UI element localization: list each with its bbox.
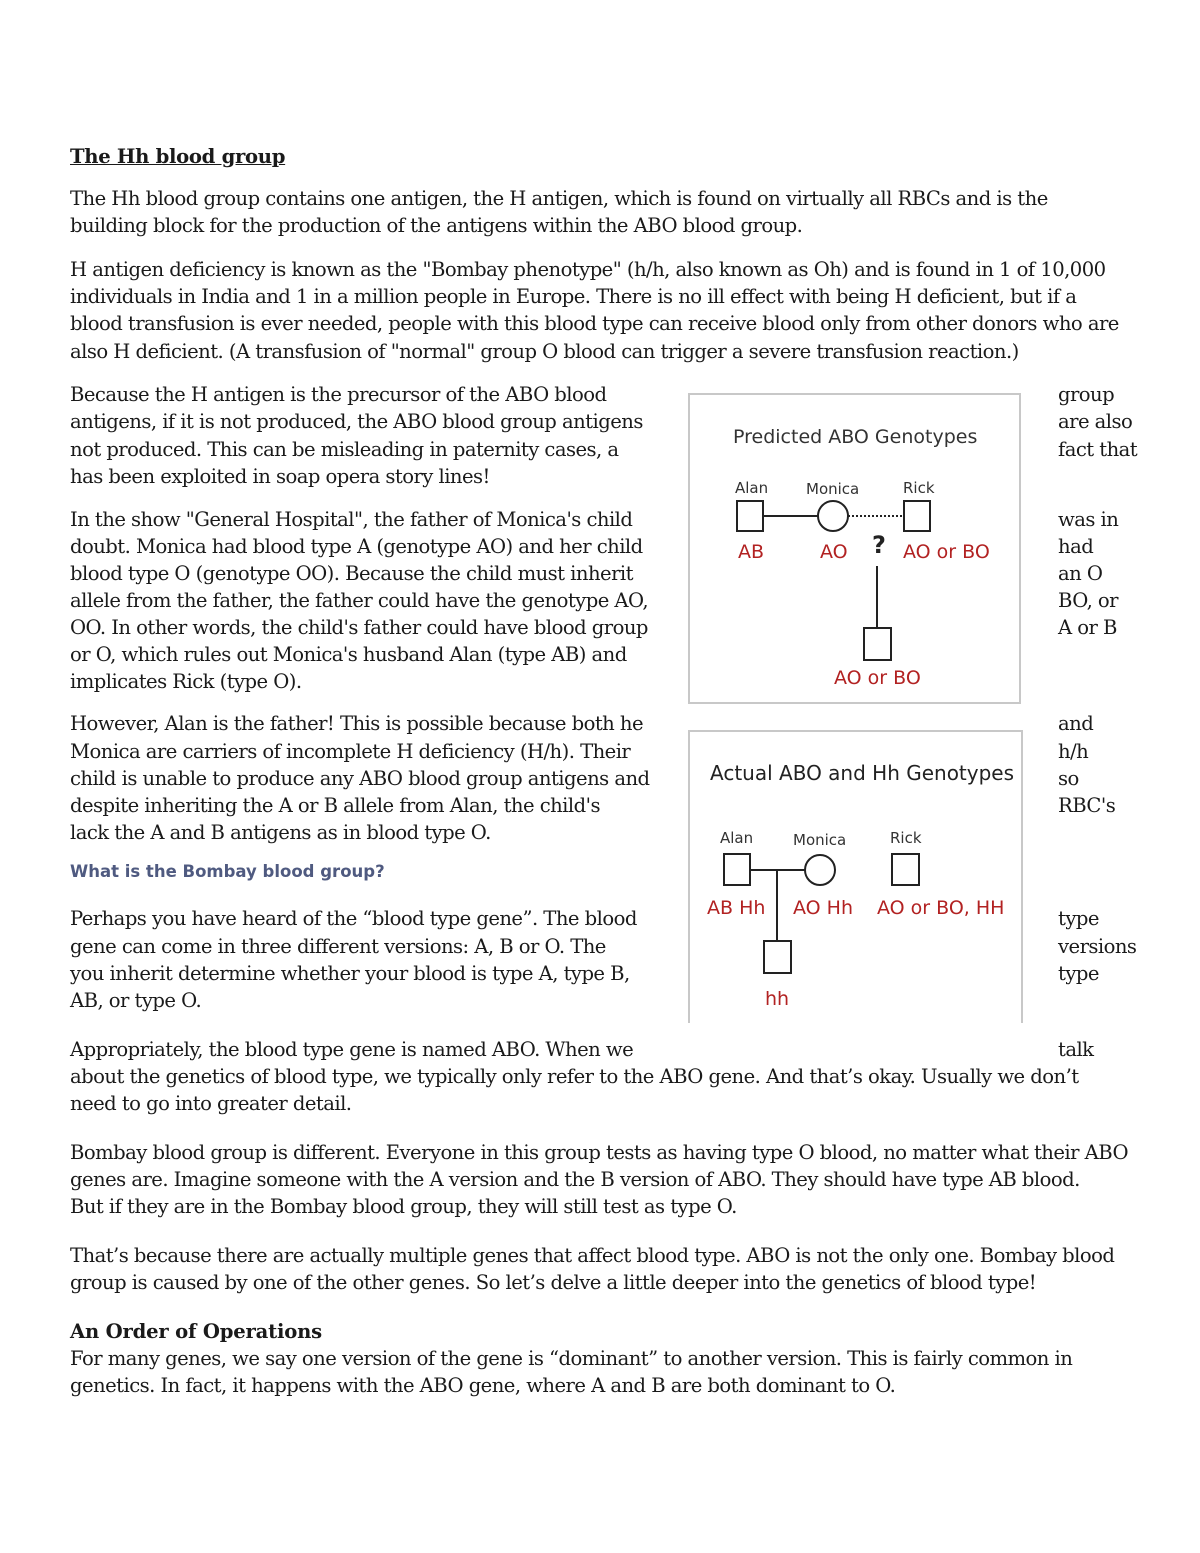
paragraph-4-line: allele from the father, the father could have the genotype AO, xyxy=(70,589,649,612)
child-genotype-label: hh xyxy=(765,988,790,1010)
actual-genotypes-figure xyxy=(688,730,1024,1023)
paragraph-4-line: or O, which rules out Monica's husband Alan (type AB) and xyxy=(70,643,627,666)
paragraph-3-overflow: group xyxy=(1058,383,1115,406)
paragraph-5-overflow: RBC's xyxy=(1058,794,1116,817)
monica-female-circle xyxy=(818,501,848,531)
paragraph-7-line: need to go into greater detail. xyxy=(70,1092,352,1115)
paragraph-5-line: lack the A and B antigens as in blood type O. xyxy=(70,821,491,844)
paragraph-5-line: Monica are carriers of incomplete H deficiency (H/h). Their xyxy=(70,740,631,763)
rick-genotype-label: AO or BO xyxy=(903,541,990,563)
paragraph-2-line: H antigen deficiency is known as the "Bombay phenotype" (h/h, also known as Oh) and is found in 1 of 10,000 xyxy=(70,258,1106,281)
monica-female-circle xyxy=(805,855,835,885)
paragraph-4-line: blood type O (genotype OO). Because the child must inherit xyxy=(70,562,633,585)
paragraph-8-line: genes are. Imagine someone with the A version and the B version of ABO. They should have type AB blood. xyxy=(70,1168,1080,1191)
paragraph-4-overflow: A or B xyxy=(1058,616,1117,639)
paragraph-9-line: That’s because there are actually multiple genes that affect blood type. ABO is not the only one. Bombay blood xyxy=(70,1244,1115,1267)
predicted-genotypes-figure xyxy=(688,393,1022,705)
alan-genotype-label: AB xyxy=(738,541,765,563)
paragraph-6-overflow: type xyxy=(1058,907,1099,930)
rick-name-label: Rick xyxy=(903,479,935,497)
child-square xyxy=(764,941,791,973)
paragraph-8-line: But if they are in the Bombay blood group, they will still test as type O. xyxy=(70,1195,737,1218)
section-heading: An Order of Operations xyxy=(70,1320,322,1343)
monica-name-label: Monica xyxy=(806,480,860,498)
monica-genotype-label: AO Hh xyxy=(793,897,853,919)
paragraph-10-line: genetics. In fact, it happens with the ABO gene, where A and B are both dominant to O. xyxy=(70,1374,896,1397)
paragraph-7-line: Appropriately, the blood type gene is named ABO. When we xyxy=(70,1038,634,1061)
paragraph-3-line: antigens, if it is not produced, the ABO blood group antigens xyxy=(70,410,643,433)
paragraph-8-line: Bombay blood group is different. Everyone in this group tests as having type O blood, no matter what their ABO xyxy=(70,1141,1128,1164)
rick-genotype-label: AO or BO, HH xyxy=(877,897,1005,919)
paragraph-4-overflow: had xyxy=(1058,535,1094,558)
child-square xyxy=(864,628,891,660)
figure-2-title: Actual ABO and Hh Genotypes xyxy=(710,761,1015,785)
paragraph-5-line: despite inheriting the A or B allele from Alan, the child's xyxy=(70,794,600,817)
paragraph-5-line: However, Alan is the father! This is possible because both he xyxy=(70,712,644,735)
paragraph-4-overflow: was in xyxy=(1058,508,1119,531)
paragraph-4-line: In the show "General Hospital", the father of Monica's child xyxy=(70,508,633,531)
figure-1-title: Predicted ABO Genotypes xyxy=(733,426,978,448)
paragraph-4-line: implicates Rick (type O). xyxy=(70,670,302,693)
paragraph-6-line: AB, or type O. xyxy=(70,989,202,1012)
alan-male-square xyxy=(724,854,750,885)
paragraph-3-line: has been exploited in soap opera story lines! xyxy=(70,465,490,488)
alan-name-label: Alan xyxy=(720,829,754,847)
paragraph-1-line: The Hh blood group contains one antigen, the H antigen, which is found on virtually all RBCs and is the xyxy=(70,187,1048,210)
paragraph-6-overflow: versions xyxy=(1058,935,1137,958)
paragraph-5-overflow: h/h xyxy=(1058,740,1089,763)
paragraph-2-line: individuals in India and 1 in a million people in Europe. There is no ill effect with being H deficient, but if a xyxy=(70,285,1077,308)
paragraph-4-line: OO. In other words, the child's father could have blood group xyxy=(70,616,648,639)
question-mark: ? xyxy=(872,531,886,559)
paragraph-6-line: gene can come in three different versions: A, B or O. The xyxy=(70,935,606,958)
paragraph-6-overflow: type xyxy=(1058,962,1099,985)
paragraph-10-line: For many genes, we say one version of the gene is “dominant” to another version. This is fairly common in xyxy=(70,1347,1073,1370)
page-title: The Hh blood group xyxy=(70,145,286,168)
monica-genotype-label: AO xyxy=(820,541,848,563)
paragraph-5-overflow: and xyxy=(1058,712,1094,735)
paragraph-6-line: you inherit determine whether your blood is type A, type B, xyxy=(70,962,630,985)
paragraph-4-overflow: an O xyxy=(1058,562,1103,585)
paragraph-3-line: Because the H antigen is the precursor of the ABO blood xyxy=(70,383,607,406)
paragraph-9-line: group is caused by one of the other genes. So let’s delve a little deeper into the genetics of blood type! xyxy=(70,1271,1037,1294)
section-subheading: What is the Bombay blood group? xyxy=(70,862,385,881)
paragraph-4-line: doubt. Monica had blood type A (genotype AO) and her child xyxy=(70,535,643,558)
paragraph-5-line: child is unable to produce any ABO blood group antigens and xyxy=(70,767,650,790)
paragraph-4-overflow: BO, or xyxy=(1058,589,1118,612)
paragraph-3-overflow: are also xyxy=(1058,410,1133,433)
rick-male-square xyxy=(904,501,930,531)
paragraph-7-overflow: talk xyxy=(1058,1038,1094,1061)
paragraph-6-line: Perhaps you have heard of the “blood type gene”. The blood xyxy=(70,907,637,930)
alan-male-square xyxy=(737,501,763,531)
paragraph-2-line: also H deficient. (A transfusion of "normal" group O blood can trigger a severe transfusion reaction.) xyxy=(70,340,1019,363)
rick-male-square xyxy=(892,854,919,885)
paragraph-5-overflow: so xyxy=(1058,767,1079,790)
alan-genotype-label: AB Hh xyxy=(707,897,766,919)
paragraph-7-line: about the genetics of blood type, we typically only refer to the ABO gene. And that’s okay. Usually we don’t xyxy=(70,1065,1079,1088)
monica-name-label: Monica xyxy=(793,831,847,849)
paragraph-3-overflow: fact that xyxy=(1058,438,1138,461)
alan-name-label: Alan xyxy=(735,479,769,497)
paragraph-1-line: building block for the production of the antigens within the ABO blood group. xyxy=(70,214,803,237)
paragraph-3-line: not produced. This can be misleading in paternity cases, a xyxy=(70,438,619,461)
rick-name-label: Rick xyxy=(890,829,922,847)
child-genotype-label: AO or BO xyxy=(834,667,921,689)
paragraph-2-line: blood transfusion is ever needed, people with this blood type can receive blood only from other donors who are xyxy=(70,312,1119,335)
